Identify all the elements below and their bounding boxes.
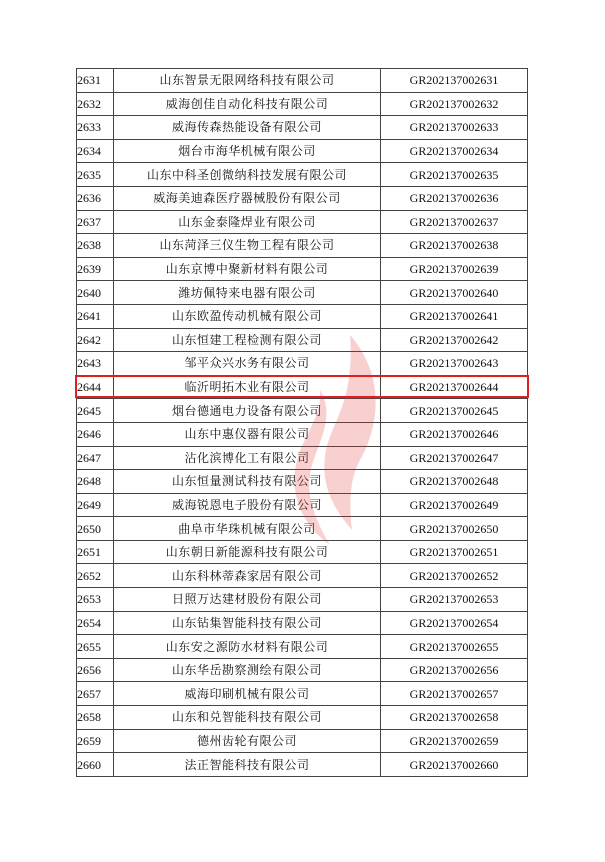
table-row <box>77 69 528 93</box>
table-row <box>77 186 528 210</box>
row-number: 2651 <box>77 540 114 564</box>
certificate-code: GR202137002652 <box>381 564 528 588</box>
certificate-code: GR202137002639 <box>381 257 528 281</box>
company-name: 法正智能科技有限公司 <box>114 753 381 777</box>
certificate-code: GR202137002633 <box>381 116 528 140</box>
row-number: 2643 <box>77 352 114 376</box>
row-number: 2635 <box>77 163 114 187</box>
row-number: 2633 <box>77 116 114 140</box>
certificate-code: GR202137002640 <box>381 281 528 305</box>
certificate-code: GR202137002653 <box>381 588 528 612</box>
company-name: 威海传森热能设备有限公司 <box>114 116 381 140</box>
certificate-code: GR202137002655 <box>381 635 528 659</box>
company-name: 山东华岳勘察测绘有限公司 <box>114 658 381 682</box>
company-name: 威海印刷机械有限公司 <box>114 682 381 706</box>
flame-watermark-icon <box>290 330 390 550</box>
company-name: 潍坊佩特来电器有限公司 <box>114 281 381 305</box>
row-number: 2637 <box>77 210 114 234</box>
row-number: 2654 <box>77 611 114 635</box>
row-number: 2632 <box>77 92 114 116</box>
row-number: 2650 <box>77 517 114 541</box>
certificate-code: GR202137002635 <box>381 163 528 187</box>
certificate-code: GR202137002657 <box>381 682 528 706</box>
company-name: 日照万达建材股份有限公司 <box>114 588 381 612</box>
row-number: 2645 <box>77 399 114 423</box>
certificate-code: GR202137002631 <box>381 69 528 93</box>
row-number: 2656 <box>77 658 114 682</box>
certificate-code: GR202137002634 <box>381 139 528 163</box>
certificate-code: GR202137002648 <box>381 470 528 494</box>
table-row <box>77 257 528 281</box>
certificate-code: GR202137002651 <box>381 540 528 564</box>
row-number: 2642 <box>77 328 114 352</box>
row-number: 2649 <box>77 493 114 517</box>
row-number: 2660 <box>77 753 114 777</box>
certificate-code: GR202137002643 <box>381 352 528 376</box>
certificate-code: GR202137002636 <box>381 186 528 210</box>
certificate-code: GR202137002660 <box>381 753 528 777</box>
company-name: 烟台德通电力设备有限公司 <box>114 399 381 423</box>
company-name: 临沂明拓木业有限公司 <box>114 375 381 399</box>
company-name: 曲阜市华珠机械有限公司 <box>114 517 381 541</box>
table-row <box>77 116 528 140</box>
company-name: 山东恒建工程检测有限公司 <box>114 328 381 352</box>
company-name: 威海美迪森医疗器械股份有限公司 <box>114 186 381 210</box>
table-row <box>77 92 528 116</box>
company-name: 威海创佳自动化科技有限公司 <box>114 92 381 116</box>
table-row <box>77 658 528 682</box>
table-row <box>77 564 528 588</box>
row-number: 2644 <box>77 375 114 399</box>
company-name: 山东朝日新能源科技有限公司 <box>114 540 381 564</box>
company-name: 山东钻集智能科技有限公司 <box>114 611 381 635</box>
row-number: 2640 <box>77 281 114 305</box>
company-name: 烟台市海华机械有限公司 <box>114 139 381 163</box>
company-name: 山东安之源防水材料有限公司 <box>114 635 381 659</box>
certificate-code: GR202137002642 <box>381 328 528 352</box>
table-row <box>77 139 528 163</box>
table-row <box>77 611 528 635</box>
company-name: 威海锐恩电子股份有限公司 <box>114 493 381 517</box>
certificate-code: GR202137002649 <box>381 493 528 517</box>
row-number: 2657 <box>77 682 114 706</box>
row-number: 2655 <box>77 635 114 659</box>
row-number: 2636 <box>77 186 114 210</box>
row-number: 2639 <box>77 257 114 281</box>
certificate-code: GR202137002645 <box>381 399 528 423</box>
table-row <box>77 682 528 706</box>
row-number: 2648 <box>77 470 114 494</box>
table-row <box>77 210 528 234</box>
row-number: 2647 <box>77 446 114 470</box>
row-number: 2641 <box>77 304 114 328</box>
row-number: 2646 <box>77 422 114 446</box>
company-name: 山东中科圣创微纳科技发展有限公司 <box>114 163 381 187</box>
company-name: 山东菏泽三仪生物工程有限公司 <box>114 234 381 258</box>
certificate-code: GR202137002647 <box>381 446 528 470</box>
table-row <box>77 234 528 258</box>
certificate-code: GR202137002659 <box>381 729 528 753</box>
company-name: 山东和兑智能科技有限公司 <box>114 706 381 730</box>
company-name: 邹平众兴水务有限公司 <box>114 352 381 376</box>
table-row <box>77 706 528 730</box>
company-name: 山东科林蒂森家居有限公司 <box>114 564 381 588</box>
table-row <box>77 635 528 659</box>
certificate-code: GR202137002650 <box>381 517 528 541</box>
table-row <box>77 729 528 753</box>
table-row <box>77 588 528 612</box>
company-name: 德州齿轮有限公司 <box>114 729 381 753</box>
row-number: 2653 <box>77 588 114 612</box>
company-name: 山东京博中聚新材料有限公司 <box>114 257 381 281</box>
row-number: 2659 <box>77 729 114 753</box>
row-number: 2652 <box>77 564 114 588</box>
certificate-code: GR202137002638 <box>381 234 528 258</box>
certificate-code: GR202137002646 <box>381 422 528 446</box>
certificate-code: GR202137002637 <box>381 210 528 234</box>
company-name: 山东欧盈传动机械有限公司 <box>114 304 381 328</box>
company-name: 山东恒量测试科技有限公司 <box>114 470 381 494</box>
company-name: 沾化滨博化工有限公司 <box>114 446 381 470</box>
table-row <box>77 163 528 187</box>
certificate-code: GR202137002654 <box>381 611 528 635</box>
company-name: 山东中惠仪器有限公司 <box>114 422 381 446</box>
row-number: 2658 <box>77 706 114 730</box>
certificate-code: GR202137002656 <box>381 658 528 682</box>
certificate-code: GR202137002632 <box>381 92 528 116</box>
table-row <box>77 753 528 777</box>
table-row <box>77 304 528 328</box>
table-row <box>77 281 528 305</box>
certificate-code: GR202137002644 <box>381 375 528 399</box>
company-name: 山东金泰隆焊业有限公司 <box>114 210 381 234</box>
certificate-code: GR202137002658 <box>381 706 528 730</box>
row-number: 2638 <box>77 234 114 258</box>
certificate-code: GR202137002641 <box>381 304 528 328</box>
row-number: 2631 <box>77 69 114 93</box>
company-name: 山东智景无限网络科技有限公司 <box>114 69 381 93</box>
row-number: 2634 <box>77 139 114 163</box>
